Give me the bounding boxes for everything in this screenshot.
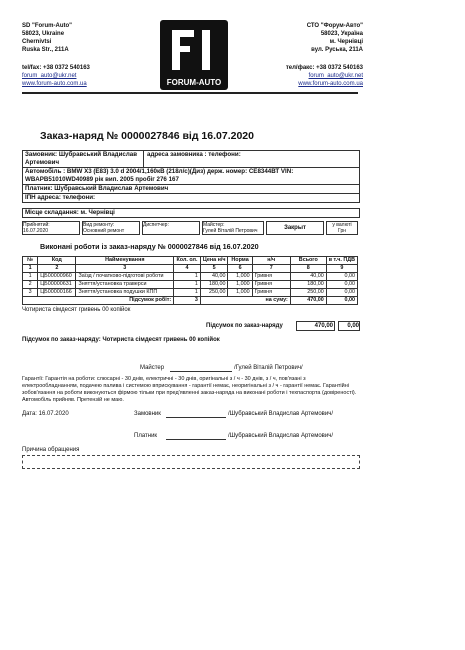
works-title: Виконані роботи із заказ-наряду № 0000027846 від 16.07.2020 xyxy=(40,242,259,251)
master-cell xyxy=(202,221,264,235)
row-vat: 0,00 xyxy=(326,273,357,281)
table-header-row xyxy=(23,257,358,265)
col-number: 5 xyxy=(200,265,228,273)
col-number: 1 xyxy=(23,265,38,273)
row-price: 180,00 xyxy=(200,281,228,289)
company-right-phone: тел/факс: +38 0372 540163 xyxy=(285,65,363,71)
forum-auto-logo xyxy=(160,20,228,90)
row-index: 1 xyxy=(23,273,38,281)
payer-block xyxy=(22,184,360,203)
company-left-contacts xyxy=(22,64,90,88)
order-meta-row xyxy=(22,221,358,235)
customer-address: адреса замовника : телефони: xyxy=(147,151,241,158)
customer-name: Замовник: Шубравський Владислав Артемович xyxy=(25,151,144,167)
sum-value: 470,00 xyxy=(290,297,326,305)
col-number: 3 xyxy=(76,265,174,273)
row-name: Заїзд / початково-підготові роботи xyxy=(76,273,174,281)
payer-name: Платник: Шубравський Владислав Артемович xyxy=(23,185,359,194)
row-index: 3 xyxy=(23,289,38,297)
master-sign-name: /Гулей Віталій Петрович/ xyxy=(234,365,303,371)
repair-type-value: Основний ремонт xyxy=(83,228,125,234)
client-block xyxy=(22,150,360,185)
works-table xyxy=(22,256,358,305)
works-amount-words: Чотириста сімдесят гривень 00 копійок xyxy=(22,307,131,313)
currency-label: у валюті xyxy=(332,222,352,228)
col-number: 4 xyxy=(174,265,201,273)
company-left-email[interactable]: forum_auto@ukr.net xyxy=(22,73,77,79)
accepted-cell xyxy=(22,221,80,235)
row-index: 2 xyxy=(23,281,38,289)
row-name: Зняття/установка траверси xyxy=(76,281,174,289)
sum-vat: 0,00 xyxy=(326,297,357,305)
company-right-city: м. Чернівці xyxy=(329,39,363,45)
payer-sign-label: Платник xyxy=(134,433,158,439)
col-number: 9 xyxy=(326,265,357,273)
company-left-street: Ruska Str., 211A xyxy=(22,47,69,53)
row-name: Зняття/установка подушки КПП xyxy=(76,289,174,297)
col-number: 2 xyxy=(38,265,76,273)
row-price: 40,00 xyxy=(200,273,228,281)
row-total: 250,00 xyxy=(290,289,326,297)
sum-label: на суму: xyxy=(200,297,290,305)
order-status: Закрыт xyxy=(266,221,324,235)
dispatcher-label: Диспетчер: xyxy=(143,222,169,228)
company-left xyxy=(22,22,72,54)
col-header: Найменування xyxy=(76,257,174,265)
reason-field xyxy=(22,455,360,469)
subtotal-label: Підсумок робіт: xyxy=(23,297,174,305)
col-header: № xyxy=(23,257,38,265)
master-sign-label: Майстер xyxy=(140,365,165,371)
row-unit: Гривня xyxy=(252,273,290,281)
row-code: ЦБ00000960 xyxy=(38,273,76,281)
guarantee-text: Гарантії: Гарантія на роботи: слюсарні - 30 днів, електричні - 30 днів, оригінальні з / ч - 30 днів, з / ч, пов'язані з електрообладнанням, подачею палива і системою вприскування - гарантії немає, неоригінальні з / ч - гарантії немає. Гарантійні зобов'язання на роботи виконуються фірмою тільки при пред'явленні заказ-наряда на виконані роботи і техпаспорта (довіреності). Автомобіль прийняв. Претензій не маю. xyxy=(22,376,357,403)
row-norm: 1,000 xyxy=(228,281,252,289)
repair-type-cell xyxy=(82,221,140,235)
subtotal-qty: 3 xyxy=(174,297,201,305)
order-total-vat: 0,00 xyxy=(338,321,360,331)
row-qty: 1 xyxy=(174,273,201,281)
place-of-compilation: Місце складання: м. Чернівці xyxy=(25,209,115,216)
order-total-label: Підсумок по заказ-наряду xyxy=(206,323,283,329)
header-divider xyxy=(22,92,358,94)
master-label: Майстер: xyxy=(203,222,225,228)
table-row xyxy=(23,289,358,297)
company-left-city: Chernivtsi xyxy=(22,39,52,45)
company-right-web[interactable]: www.forum-auto.com.ua xyxy=(298,81,363,87)
col-header: Кол. ол. xyxy=(174,257,201,265)
col-header: н/ч xyxy=(252,257,290,265)
customer-sign-name: /Шубравський Владислав Артемович/ xyxy=(228,411,333,417)
master-value: Гулей Віталій Петрович xyxy=(203,228,258,234)
row-vat: 0,00 xyxy=(326,281,357,289)
row-norm: 1,000 xyxy=(228,273,252,281)
company-right-street: вул. Руська, 211А xyxy=(311,47,363,53)
document-date: Дата: 16.07.2020 xyxy=(22,411,69,417)
row-total: 40,00 xyxy=(290,273,326,281)
company-right-contacts xyxy=(286,64,363,88)
payer-ipn: ІПН адреса: телефони: xyxy=(25,194,96,201)
col-number: 6 xyxy=(228,265,252,273)
payer-sign-name: /Шубравський Владислав Артемович/ xyxy=(228,433,333,439)
reason-label: Причина обращения xyxy=(22,447,80,453)
repair-type-label: Вид ремонту: xyxy=(83,222,115,228)
table-subtotal-row xyxy=(23,297,358,305)
col-header: Цена н/ч xyxy=(200,257,228,265)
logo-text: FORUM-AUTO xyxy=(166,78,222,87)
accepted-value: 16.07.2020 xyxy=(23,228,49,234)
col-header: в т.ч. ПДВ xyxy=(326,257,357,265)
row-unit: Гривня xyxy=(252,289,290,297)
table-row xyxy=(23,281,358,289)
col-number: 8 xyxy=(290,265,326,273)
row-code: ЦБ00000631 xyxy=(38,281,76,289)
row-total: 180,00 xyxy=(290,281,326,289)
row-price: 250,00 xyxy=(200,289,228,297)
table-number-row xyxy=(23,265,358,273)
row-qty: 1 xyxy=(174,289,201,297)
col-header: Всього xyxy=(290,257,326,265)
row-qty: 1 xyxy=(174,281,201,289)
company-left-phone: tel/fax: +38 0372 540163 xyxy=(22,65,90,71)
col-header: Норма xyxy=(228,257,252,265)
customer-row xyxy=(23,151,359,168)
company-left-name: SD "Forum-Auto" xyxy=(22,23,73,29)
company-right xyxy=(307,22,363,54)
vehicle-info: Автомобіль : BMW X3 (E83) 3.0 d 2004/1,160кВ (218л/с)(Диз) держ. номер: СЕ8344ВТ VIN: WBAPB51010WD40989 рік вип. 2005 пробіг 276 167 xyxy=(25,168,294,183)
order-total-words: Підсумок по заказ-наряду: Чотириста сімдесят гривень 00 копійок xyxy=(22,337,220,343)
col-header: Код xyxy=(38,257,76,265)
currency-cell xyxy=(326,221,358,235)
company-right-name: СТО "Форум-Авто" xyxy=(306,23,363,29)
company-right-email[interactable]: forum_auto@ukr.net xyxy=(308,73,363,79)
col-number: 7 xyxy=(252,265,290,273)
dispatcher-cell xyxy=(142,221,200,235)
company-right-postal: 58023, Україна xyxy=(320,31,363,37)
accepted-label: Прийнятий: xyxy=(23,222,50,228)
company-left-web[interactable]: www.forum-auto.com.ua xyxy=(22,81,87,87)
customer-sign-line xyxy=(166,417,226,418)
currency-value: Грн xyxy=(338,228,346,234)
row-norm: 1,000 xyxy=(228,289,252,297)
document-title: Заказ-наряд № 0000027846 від 16.07.2020 xyxy=(40,130,254,142)
order-total-value: 470,00 xyxy=(296,321,335,331)
place-block xyxy=(22,208,360,218)
customer-sign-label: Замовник xyxy=(134,411,161,417)
payer-sign-line xyxy=(166,439,226,440)
row-vat: 0,00 xyxy=(326,289,357,297)
row-unit: Гривня xyxy=(252,281,290,289)
row-code: ЦБ00000166 xyxy=(38,289,76,297)
master-sign-line xyxy=(170,371,232,372)
table-row xyxy=(23,273,358,281)
company-left-postal: 58023, Ukraine xyxy=(22,31,65,37)
